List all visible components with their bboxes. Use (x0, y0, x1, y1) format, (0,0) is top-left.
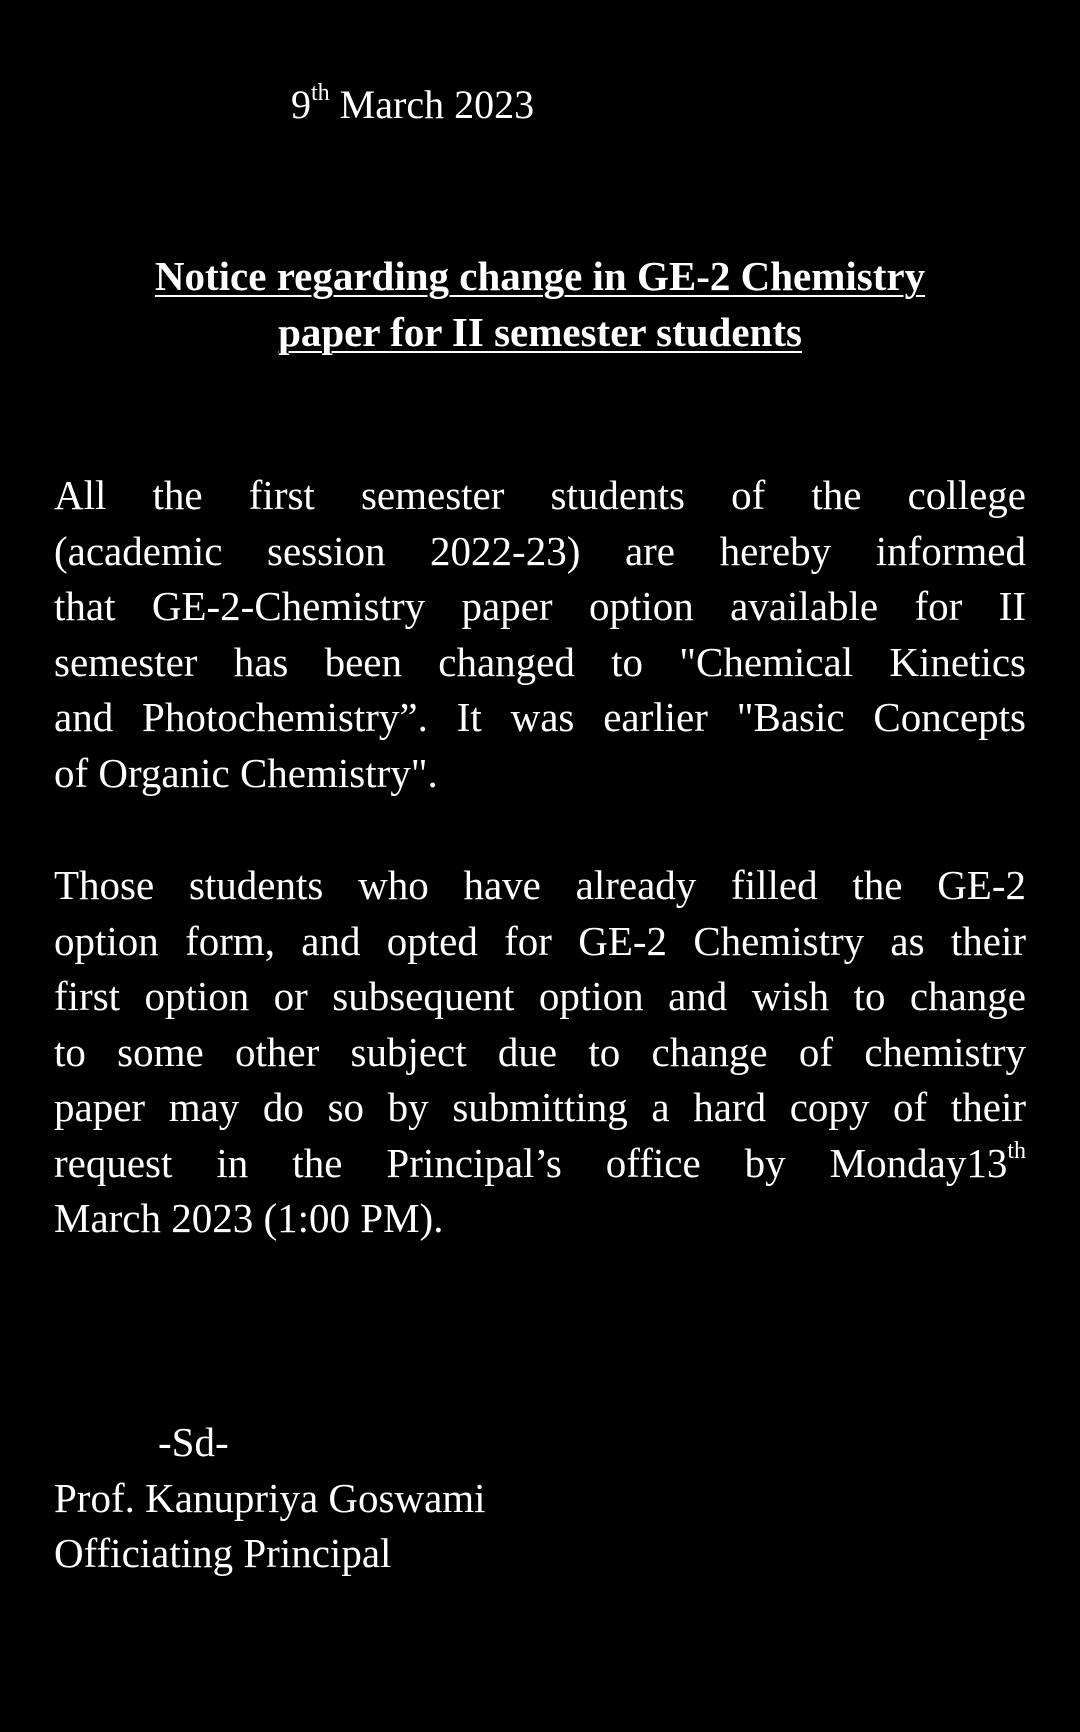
notice-paragraph-1 (54, 468, 1026, 801)
deadline-suffix: th (1007, 1137, 1026, 1164)
title-line-2: paper for II semester students (278, 309, 802, 355)
paragraph-line: All the first semester students of the college (54, 472, 1026, 518)
paragraph-line: paper may do so by submitting a hard copy of their (54, 1084, 1026, 1130)
notice-paragraph-2 (54, 858, 1026, 1247)
signature-sd: -Sd- (158, 1419, 229, 1465)
date-suffix: th (311, 79, 330, 106)
date-month-year: March 2023 (339, 82, 535, 127)
paragraph-line: March 2023 (1:00 PM). (54, 1195, 444, 1241)
paragraph-line: (academic session 2022-23) are hereby informed (54, 527, 1026, 574)
paragraph-line: semester has been changed to "Chemical Kinetics (54, 638, 1026, 685)
signature-block (54, 1415, 486, 1582)
notice-title (54, 248, 1026, 360)
paragraph-line: Those students who have already filled the GE-2 (54, 862, 1026, 908)
deadline-text: request in the Principal’s office by Monday13 (54, 1139, 1008, 1186)
signatory-name: Prof. Kanupriya Goswami (54, 1474, 486, 1521)
paragraph-line: that GE-2-Chemistry paper option available for II (54, 583, 1026, 629)
paragraph-line: first option or subsequent option and wish to change (54, 973, 1026, 1019)
paragraph-line: option form, and opted for GE-2 Chemistry as their (54, 917, 1026, 964)
paragraph-line: to some other subject due to change of chemistry (54, 1028, 1026, 1075)
paragraph-line: of Organic Chemistry". (54, 749, 438, 796)
signatory-designation: Officiating Principal (54, 1530, 392, 1576)
paragraph-line: and Photochemistry”. It was earlier "Basic Concepts (54, 694, 1026, 740)
title-line-1: Notice regarding change in GE-2 Chemistry (154, 253, 926, 299)
paragraph-line-deadline (54, 1136, 1026, 1192)
date-day: 9 (291, 82, 311, 127)
notice-date (291, 80, 534, 130)
